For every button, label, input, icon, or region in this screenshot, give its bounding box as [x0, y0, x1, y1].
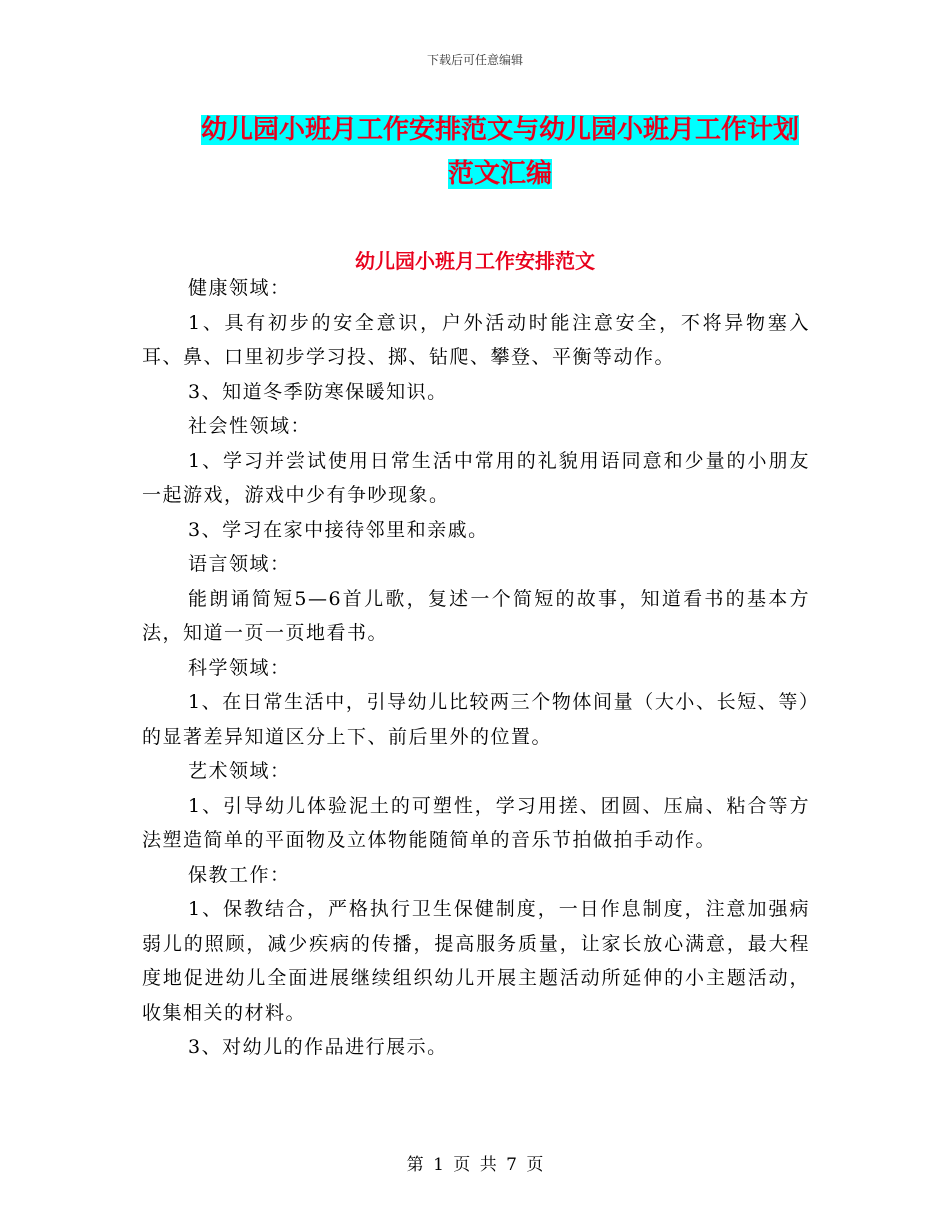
paragraph: 社会性领域：	[188, 415, 312, 437]
paragraph: 科学领域：	[188, 656, 291, 679]
paragraph: 语言领域：	[188, 553, 291, 575]
paragraph: 艺术领域：	[188, 760, 291, 782]
paragraph: 保教工作：	[188, 863, 291, 886]
paragraph: 3、知道冬季防寒保暖知识。	[188, 380, 448, 403]
paragraph: 1、学习并尝试使用日常生活中常用的礼貌用语同意和少量的小朋友一起游戏，游戏中少有争吵现象。	[142, 449, 810, 506]
section-title: 幼儿园小班月工作安排范文	[355, 249, 595, 273]
paragraph: 健康领域：	[188, 277, 291, 299]
document-body	[142, 271, 810, 1065]
paragraph: 1、引导幼儿体验泥土的可塑性，学习用搓、团圆、压扁、粘合等方法塑造简单的平面物及立体物能随简单的音乐节拍做拍手动作。	[142, 794, 810, 851]
document-title	[190, 108, 810, 196]
paragraph: 3、对幼儿的作品进行展示。	[188, 1036, 448, 1058]
page-header-note: 下载后可任意编辑	[426, 53, 523, 67]
page-number: 第 1 页 共 7 页	[406, 1155, 544, 1175]
paragraph: 3、学习在家中接待邻里和亲戚。	[188, 518, 489, 541]
document-title-line-2: 范文汇编	[447, 159, 552, 189]
paragraph: 1、具有初步的安全意识，户外活动时能注意安全，不将异物塞入耳、鼻、口里初步学习投、掷、钻爬、攀登、平衡等动作。	[142, 311, 810, 368]
paragraph: 能朗诵简短5—6首儿歌，复述一个简短的故事，知道看书的基本方法，知道一页一页地看书。	[142, 587, 810, 644]
paragraph: 1、在日常生活中，引导幼儿比较两三个物体间量（大小、长短、等）的显著差异知道区分上下、前后里外的位置。	[142, 691, 810, 748]
paragraph: 1、保教结合，严格执行卫生保健制度，一日作息制度，注意加强病弱儿的照顾，减少疾病的传播，提高服务质量，让家长放心满意，最大程度地促进幼儿全面进展继续组织幼儿开展主题活动所延伸的小主题活动，收集相关的材料。	[142, 898, 810, 1024]
document-title-line-1: 幼儿园小班月工作安排范文与幼儿园小班月工作计划	[200, 115, 799, 145]
